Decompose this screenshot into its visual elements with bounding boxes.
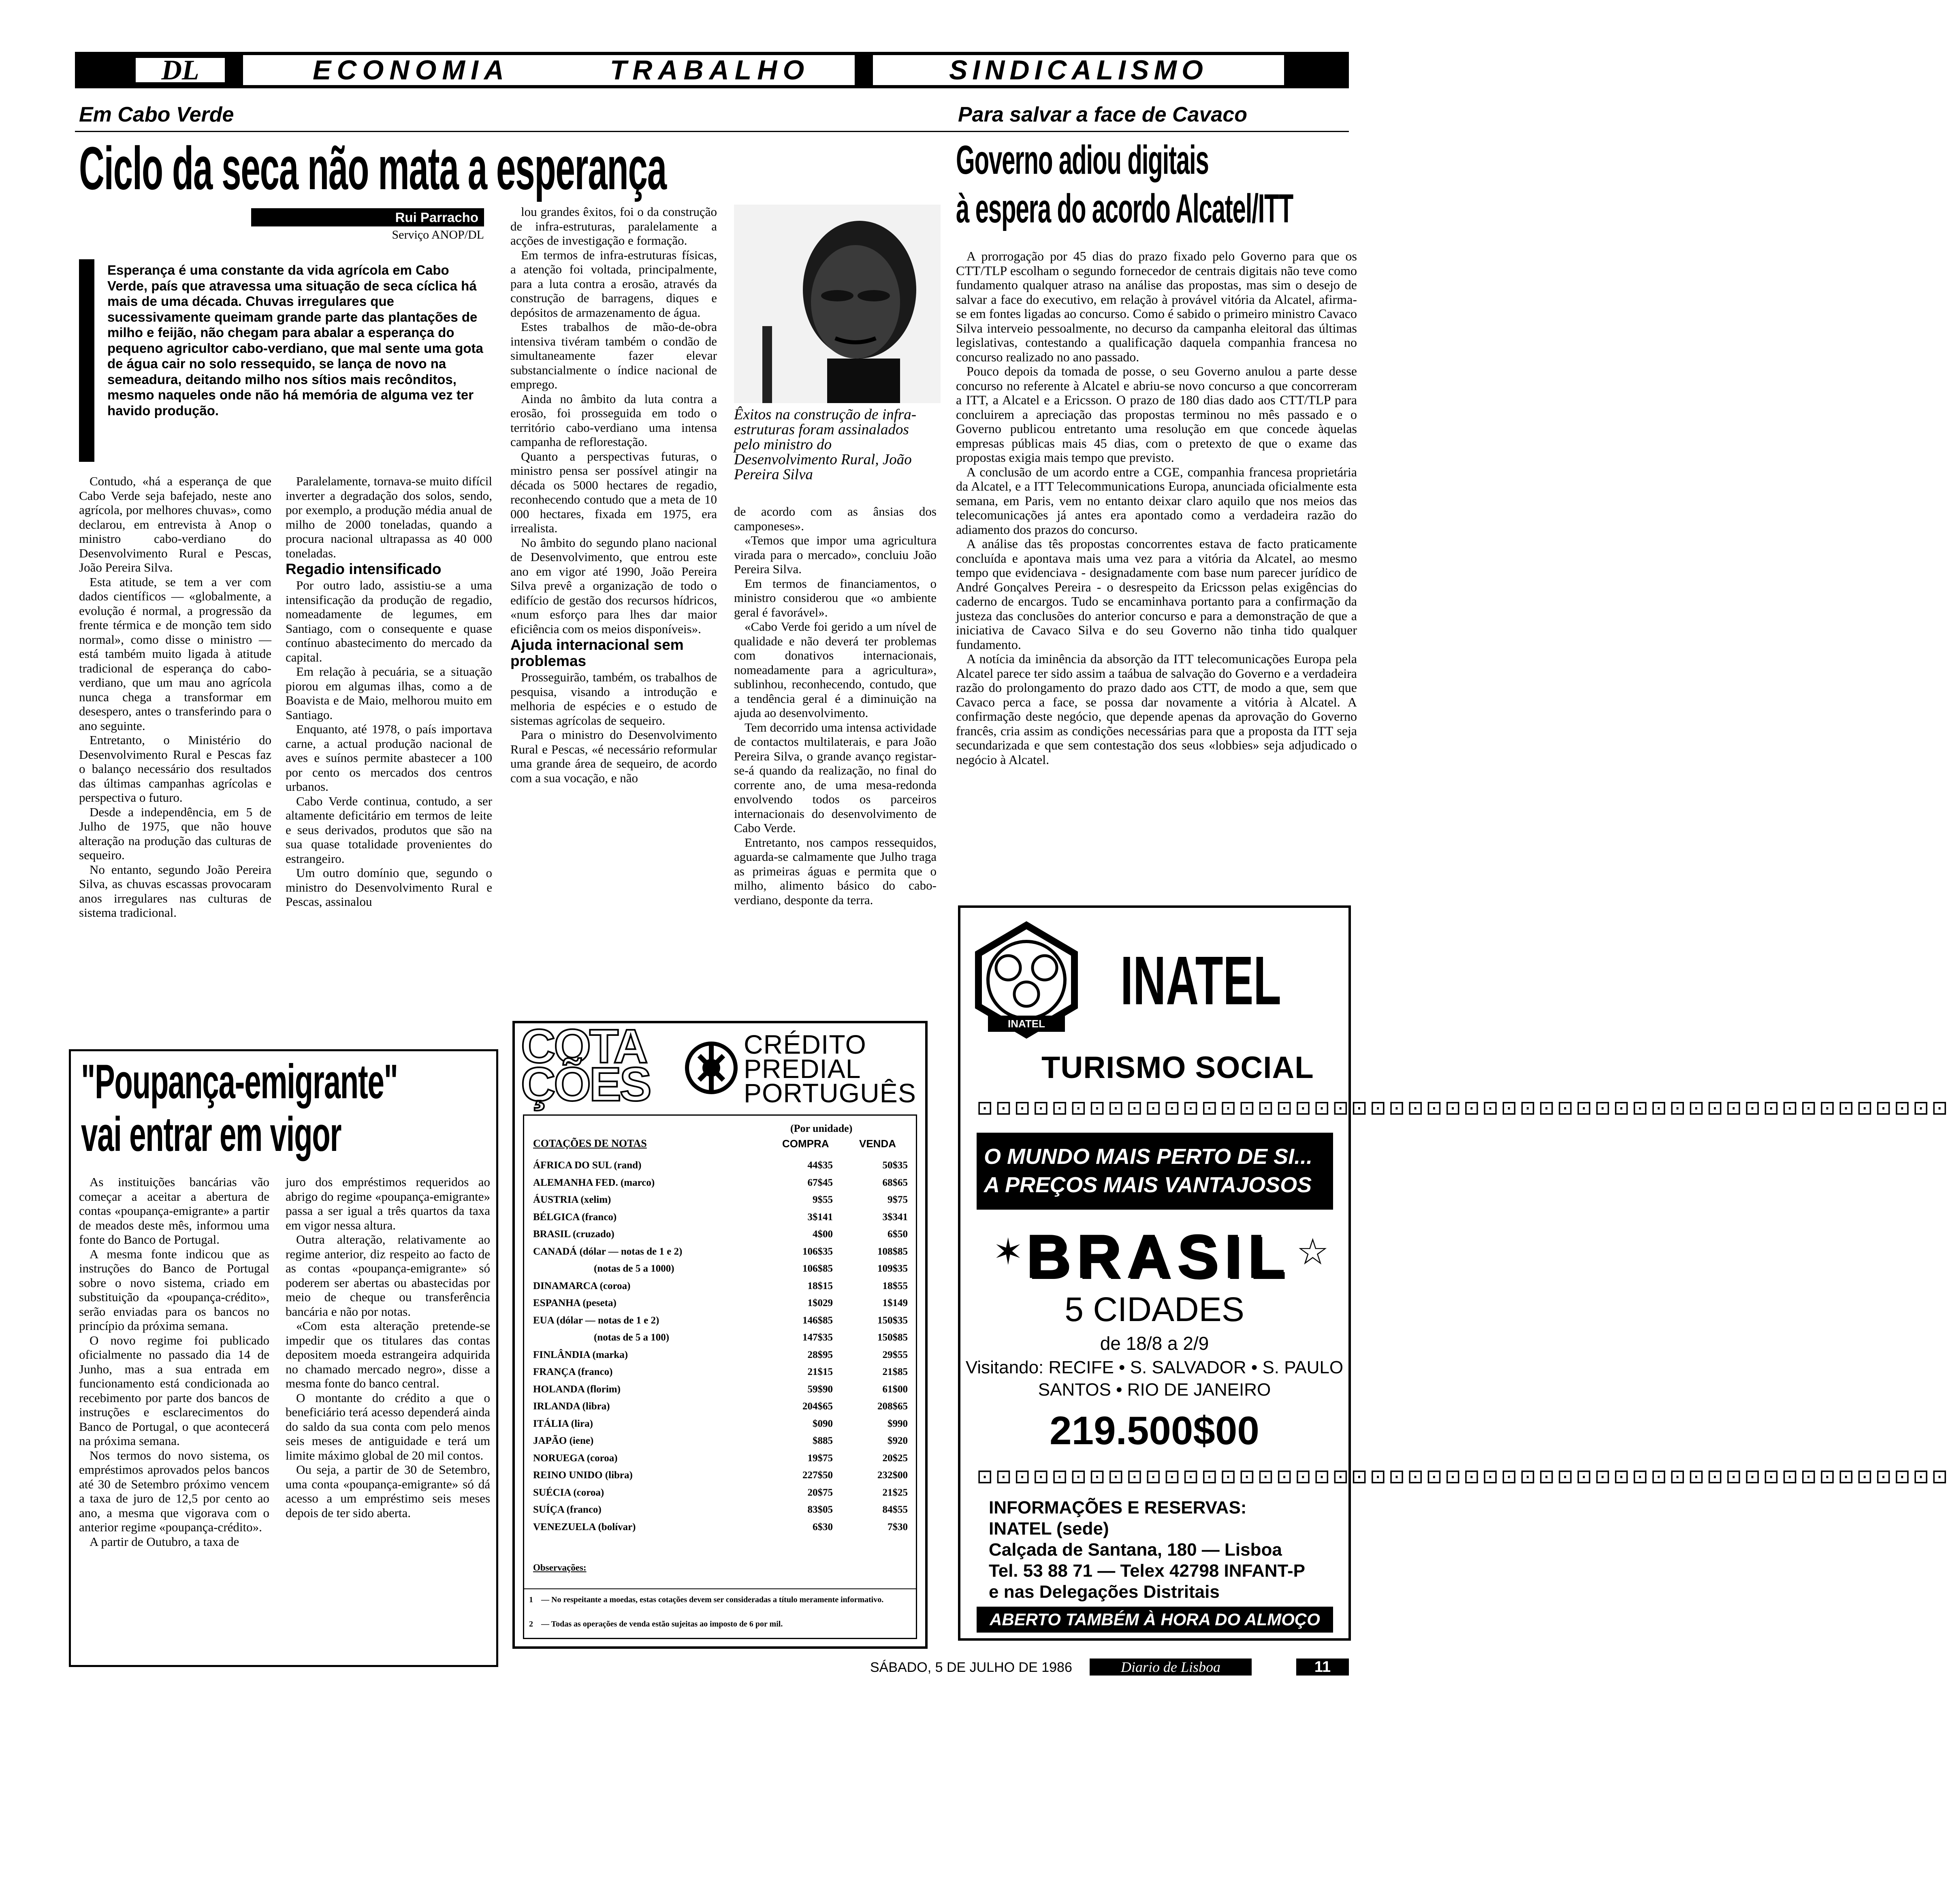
inatel-slogan-1: O MUNDO MAIS PERTO DE SI... xyxy=(984,1144,1313,1169)
poupanca-col2: juro dos empréstimos requeridos ao abrigo do regime «poupança-emigrante» passa a ser igual a três quartos da taxa em vigor nessa altura. Outra alteração, relativamente ao regime anterior, diz respeito ao facto de as contas «poupança-emigrante» só poderem ser abertas ou abastecidas por meio de cheque ou transferência bancária e não por notas. «Com esta alteração pretende-se impedir que os titulares das contas depositem moeda estrangeira adquirida no chamado mercado negro», disse a mesma fonte do banco central. O montante do crédito a que o beneficiário terá acesso dependerá ainda do saldo da sua conta com pelo menos seis meses de antiguidade e terá um limite máximo global de 20 mil contos. Ou seja, a partir de 30 de Setembro, uma conta «poupança-emigrante» só dá acesso a um empréstimo seis meses depois de ter sido aberta. xyxy=(286,1175,490,1520)
poupanca-col1: As instituições bancárias vão começar a aceitar a abertura de contas «poupança-emigrante» a partir de meados deste mês, informou uma fonte do Banco de Portugal. A mesma fonte indicou que as instruções do Banco de Portugal sobre o novo sistema, criado em substituição da «poupança-crédito», serão enviadas para os bancos no princípio da próxima semana. O novo regime foi publicado oficialmente no passado dia 14 de Junho, mas a sua entrada em funcionamento está condicionada ao recebimento por parte dos bancos de instruções e esclarecimentos do Banco de Portugal, o que acontecerá na próxima semana. Nos termos do novo sistema, os empréstimos aprovados pelos bancos até 30 de Setembro próximo vencem a taxa de juro de 12,5 por cento ao ano, a mesma que vigorava com o anterior regime «poupança-crédito». A partir de Outubro, a taxa de xyxy=(79,1175,269,1549)
rate-name: SUÉCIA (coroa) xyxy=(533,1487,604,1498)
rate-row xyxy=(533,1467,906,1484)
seca-lead-bar xyxy=(79,259,94,462)
footer-date: SÁBADO, 5 DE JULHO DE 1986 xyxy=(870,1660,1072,1675)
rate-row xyxy=(533,1364,906,1381)
rate-name: BRASIL (cruzado) xyxy=(533,1229,614,1240)
rate-name: (notas de 5 a 1000) xyxy=(594,1263,674,1274)
header-logo-text: DL xyxy=(161,55,199,86)
rate-buy: 21$15 xyxy=(807,1366,833,1377)
rate-name: JAPÃO (iene) xyxy=(533,1435,594,1446)
rate-buy: 204$65 xyxy=(802,1401,833,1412)
rate-sell: 50$35 xyxy=(882,1160,908,1171)
bank-emblem-icon xyxy=(681,1031,742,1104)
inatel-slogan xyxy=(977,1133,1333,1210)
rate-row xyxy=(533,1329,906,1347)
rate-buy: 18$15 xyxy=(807,1280,833,1291)
rate-name: ÁUSTRIA (xelim) xyxy=(533,1194,611,1205)
rate-row xyxy=(533,1484,906,1502)
inatel-squares-top: ⊡⊡⊡⊡⊡⊡⊡⊡⊡⊡⊡⊡⊡⊡⊡⊡⊡⊡⊡⊡⊡⊡⊡⊡⊡⊡⊡⊡⊡⊡⊡⊡⊡⊡⊡⊡⊡⊡⊡⊡⊡⊡⊡⊡⊡⊡⊡⊡⊡⊡⊡⊡ xyxy=(977,1097,1950,1119)
seca-byline-bar xyxy=(251,208,484,226)
rate-name: BÉLGICA (franco) xyxy=(533,1211,617,1223)
header-word-2: TRABALHO xyxy=(565,55,855,85)
rate-sell: 21$25 xyxy=(882,1487,908,1498)
star-right-icon: ☆ xyxy=(1296,1231,1329,1273)
inatel-dates: de 18/8 a 2/9 xyxy=(1100,1333,1209,1354)
rate-name: VENEZUELA (bolívar) xyxy=(533,1521,636,1533)
rate-buy: 19$75 xyxy=(807,1452,833,1464)
rate-buy: 106$85 xyxy=(802,1263,833,1274)
seca-service: Serviço ANOP/DL xyxy=(392,228,484,241)
seca-byline: Rui Parracho xyxy=(395,210,478,225)
rate-name: CANADÁ (dólar — notas de 1 e 2) xyxy=(533,1246,683,1257)
inatel-destination: BRASIL xyxy=(1026,1222,1292,1290)
rate-buy: 227$50 xyxy=(802,1470,833,1481)
inatel-squares-bottom: ⊡⊡⊡⊡⊡⊡⊡⊡⊡⊡⊡⊡⊡⊡⊡⊡⊡⊡⊡⊡⊡⊡⊡⊡⊡⊡⊡⊡⊡⊡⊡⊡⊡⊡⊡⊡⊡⊡⊡⊡⊡⊡⊡⊡⊡⊡⊡⊡⊡⊡⊡⊡ xyxy=(977,1465,1950,1488)
cotacoes-obs-rule xyxy=(523,1588,917,1589)
rate-buy: 9$55 xyxy=(813,1194,833,1205)
cotacoes-unit: (Por unidade) xyxy=(790,1123,853,1134)
cotacoes-logo xyxy=(521,1020,681,1111)
seca-col4: de acordo com as ânsias dos camponeses». «Temos que impor uma agricultura virada para o mercado», concluiu João Pereira Silva. Em termos de financiamentos, o ministro considerou que «o ambiente geral é favorável». «Cabo Verde foi gerido a um nível de qualidade e não deverá ter problemas com donativos internacionais, nomeadamente para a agricultura», sublinhou, reconhecendo, contudo, que a tendência geral é a diminuição na ajuda ao desenvolvimento. Tem decorrido uma intensa actividade de contactos multilaterais, e para João Pereira Silva, o grande avanço registar-se-á quando da realização, no final do corrente ano, de uma mesa-redonda envolvendo todos os parceiros internacionais do desenvolvimento de Cabo Verde. Entretanto, nos campos ressequidos, aguarda-se calmamente que Julho traga as primeiras águas e permita que o milho, alimento básico do cabo-verdiano, desponte da terra. xyxy=(734,504,937,907)
seca-col1: Contudo, «há a esperança de que Cabo Verde seja bafejado, neste ano agrícola, por melhores chuvas», como declarou, em entrevista à Anop o ministro cabo-verdiano do Desenvolvimento Rural e Pescas, João Pereira Silva. Esta atitude, se tem a ver com dados científicos — «globalmente, a evolução é normal, a progressão da frente térmica e de monção tem sido normal», como disse o ministro — está também muito ligada à atitude tradicional de esperança do cabo-verdiano, que um mau ano agrícola nunca chega a transformar em desespero, antes o transferindo para o ano seguinte. Entretanto, o Ministério do Desenvolvimento Rural e Pescas faz o balanço necessário dos resultados das últimas campanhas agrícolas e perspectiva o futuro. Desde a independência, em 5 de Julho de 1975, que não houve alteração na produção das culturas de sequeiro. No entanto, segundo João Pereira Silva, as chuvas escassas provocaram anos irregulares nas culturas de sistema tradicional. xyxy=(79,474,271,920)
inatel-cities: 5 CIDADES xyxy=(1065,1290,1244,1328)
rate-name: ÁFRICA DO SUL (rand) xyxy=(533,1160,642,1171)
inatel-visit-2: SANTOS • RIO DE JANEIRO xyxy=(1038,1380,1271,1400)
inatel-visit-1: Visitando: RECIFE • S. SALVADOR • S. PAULO xyxy=(965,1358,1344,1377)
cotacoes-obs: Observações: xyxy=(533,1562,587,1573)
seca-headline: Ciclo da seca não mata a esperança xyxy=(79,134,666,202)
rate-sell: 84$55 xyxy=(882,1504,908,1515)
seca-col3: lou grandes êxitos, foi o da construção de infra-estruturas, paralelamente a acções de investigação e formação. Em termos de infra-estruturas físicas, a atenção foi voltada, principalmente, para a luta contra a erosão, através da construção de barragens, diques e depósitos de armazenamento de água. Estes trabalhos de mão-de-obra intensiva tivéram também o condão de simultaneamente fazer elevar substancialmente o índice nacional de emprego. Ainda no âmbito da luta contra a erosão, foi prosseguida em todo o território cabo-verdiano uma intensa campanha de reflorestação. Quanto a perspectivas futuras, o ministro pensa ser possível atingir na década os 5000 hectares de regadio, reconhecendo contudo que a meta de 10 000 hectares, fixada em 1975, era irrealista. No âmbito do segundo plano nacional de Desenvolvimento, que entrou este ano em vigor até 1990, João Pereira Silva prevê a organização de todo o edifício de gestão dos recursos hídricos, «num esforço para lhes dar maior eficiência com os meios disponíveis». Ajuda internacional sem problemas Prosseguirão, também, os trabalhos de pesquisa, visando a introdução e melhoria de espécies e o estudo de sistemas agrícolas de sequeiro. Para o ministro do Desenvolvimento Rural e Pescas, «é necessário reformular uma grande área de sequeiro, de acordo com a sua vocação, e não xyxy=(510,205,717,785)
rate-row xyxy=(533,1157,906,1174)
minister-photo xyxy=(734,205,941,403)
rate-sell: 208$65 xyxy=(877,1401,908,1412)
rate-name: DINAMARCA (coroa) xyxy=(533,1280,631,1291)
rate-buy: 83$05 xyxy=(807,1504,833,1515)
rate-row xyxy=(533,1381,906,1398)
photo-caption: Êxitos na construção de infra-estruturas foram assinalados pelo ministro do Desenvolvimento Rural, João Pereira Silva xyxy=(734,406,917,483)
header-word-3: SINDICALISMO xyxy=(873,55,1284,85)
rate-buy: 4$00 xyxy=(813,1229,833,1240)
rate-rows xyxy=(533,1157,906,1536)
rate-buy: $885 xyxy=(813,1435,833,1446)
rate-row xyxy=(533,1415,906,1433)
rate-name: FINLÂNDIA (marka) xyxy=(533,1349,628,1360)
rate-row xyxy=(533,1243,906,1261)
rate-row xyxy=(533,1347,906,1364)
header-word-1: ECONOMIA xyxy=(243,55,579,85)
rate-row xyxy=(533,1278,906,1295)
rate-sell: 20$25 xyxy=(882,1452,908,1464)
rate-sell: 3$341 xyxy=(882,1211,908,1223)
rate-sell: 1$149 xyxy=(882,1298,908,1308)
rate-sell: 150$35 xyxy=(877,1315,908,1326)
rate-row xyxy=(533,1432,906,1450)
rate-buy: $090 xyxy=(813,1418,833,1429)
rate-row xyxy=(533,1191,906,1209)
seca-col2: Paralelamente, tornava-se muito difícil inverter a degradação dos solos, sendo, por exemplo, a produção média anual de milho de 2000 toneladas, quando a procura nacional ultrapassa as 40 000 toneladas. Regadio intensificado Por outro lado, assistiu-se a uma intensificação da produção de regadio, nomeadamente de legumes, em Santiago, com o consequente e quase contínuo abastecimento do mercado da capital. Em relação à pecuária, se a situação piorou em algumas ilhas, como a de Boavista e de Maio, melhorou muito em Santiago. Enquanto, até 1978, o país importava carne, a actual produção nacional de aves e suínos permite abastecer a 100 por cento os mercados dos centros urbanos. Cabo Verde continua, contudo, a ser altamente deficitário em termos de leite e seus derivados, produtos que são na sua quase totalidade provenientes do estrangeiro. Um outro domínio que, segundo o ministro do Desenvolvimento Rural e Pescas, assinalou xyxy=(286,474,492,909)
inatel-price: 219.500$00 xyxy=(1050,1408,1259,1453)
rate-sell: 6$50 xyxy=(888,1229,908,1240)
rate-row xyxy=(533,1519,906,1536)
cotacoes-box xyxy=(512,1021,928,1649)
rate-row xyxy=(533,1226,906,1243)
rate-name: FRANÇA (franco) xyxy=(533,1366,613,1377)
rate-row xyxy=(533,1501,906,1519)
digitais-headline-1: Governo adiou digitais xyxy=(956,137,1209,183)
cotacoes-note-2: 2 — Todas as operações de venda estão sujeitas ao imposto de 6 por mil. xyxy=(529,1620,783,1629)
seca-kicker: Em Cabo Verde xyxy=(79,103,234,126)
rate-sell: 7$30 xyxy=(888,1521,908,1533)
rate-name: ALEMANHA FED. (marco) xyxy=(533,1177,655,1188)
rate-name: (notas de 5 a 100) xyxy=(594,1332,670,1343)
inatel-tagline: TURISMO SOCIAL xyxy=(1041,1050,1314,1085)
rate-sell: $920 xyxy=(888,1435,908,1446)
rate-buy: 3$141 xyxy=(807,1211,833,1223)
rate-row xyxy=(533,1295,906,1312)
rate-buy: 106$35 xyxy=(802,1246,833,1257)
kicker-rule xyxy=(75,131,1349,132)
rate-name: SUÍÇA (franco) xyxy=(533,1504,602,1515)
cotacoes-col-sell: VENDA xyxy=(859,1138,896,1150)
footer-paper: Diario de Lisboa xyxy=(1090,1659,1252,1676)
rate-sell: 18$55 xyxy=(882,1280,908,1291)
digitais-headline-2: à espera do acordo Alcatel/ITT xyxy=(956,186,1293,231)
inatel-info: INFORMAÇÕES E RESERVAS: INATEL (sede) Calçada de Santana, 180 — Lisboa Tel. 53 88 71 — Telex 42798 INFANT-P e nas Delegações Distritais xyxy=(989,1498,1305,1602)
cotacoes-note-1: 1 — No respeitante a moedas, estas cotações devem ser consideradas a título meramente informativo. xyxy=(529,1595,884,1604)
rate-buy: 44$35 xyxy=(807,1160,833,1171)
inatel-emblem-text: INATEL xyxy=(1008,1018,1045,1030)
cotacoes-table-title: COTAÇÕES DE NOTAS xyxy=(533,1138,647,1149)
seca-subhead-regadio: Regadio intensificado xyxy=(286,561,442,577)
rate-name: NORUEGA (coroa) xyxy=(533,1452,618,1464)
rate-row xyxy=(533,1209,906,1226)
rate-row xyxy=(533,1450,906,1467)
header-logo xyxy=(134,56,227,84)
inatel-slogan-2: A PREÇOS MAIS VANTAJOSOS xyxy=(984,1173,1312,1197)
rate-sell: $990 xyxy=(888,1418,908,1429)
rate-row xyxy=(533,1260,906,1278)
rate-buy: 59$90 xyxy=(807,1383,833,1395)
rate-name: ESPANHA (peseta) xyxy=(533,1298,617,1308)
digitais-kicker: Para salvar a face de Cavaco xyxy=(958,103,1248,126)
inatel-brasil xyxy=(985,1220,1333,1293)
rate-row xyxy=(533,1398,906,1415)
poupanca-headline-2: vai entrar em vigor xyxy=(81,1107,341,1161)
cotacoes-col-buy: COMPRA xyxy=(782,1138,829,1150)
inatel-ad xyxy=(958,905,1950,1641)
rate-sell: 108$85 xyxy=(877,1246,908,1257)
rate-sell: 61$00 xyxy=(882,1383,908,1395)
poupanca-headline-1: "Poupança-emigrante" xyxy=(81,1054,398,1109)
star-left-icon: ✶ xyxy=(993,1231,1024,1273)
rate-name: EUA (dólar — notas de 1 e 2) xyxy=(533,1315,659,1326)
rate-sell: 109$35 xyxy=(877,1263,908,1274)
rate-row xyxy=(533,1312,906,1330)
footer-page: 11 xyxy=(1296,1659,1349,1676)
inatel-name: INATEL xyxy=(1120,942,1281,1019)
rate-buy: 147$35 xyxy=(802,1332,833,1343)
rate-buy: 146$85 xyxy=(802,1315,833,1326)
rate-name: ITÁLIA (lira) xyxy=(533,1418,593,1429)
inatel-emblem xyxy=(972,919,1081,1041)
seca-lead: Esperança é uma constante da vida agrícola em Cabo Verde, país que atravessa uma situação de seca cíclica há mais de uma década. Chuvas irregulares que sucessivamente queimam grande parte das plantações de milho e feijão, não chegam para abalar a esperança do pequeno agricultor cabo-verdiano, que mal sente uma gota de água cair no solo ressequido, se lança de novo na semeadura, deitando milho nos sítios mais recônditos, mesmo naqueles onde não há memória de alguma vez ter havido produção. xyxy=(107,263,483,418)
rate-name: IRLANDA (libra) xyxy=(533,1401,610,1412)
rate-buy: 67$45 xyxy=(807,1177,833,1188)
digitais-body: A prorrogação por 45 dias do prazo fixado pelo Governo para que os CTT/TLP escolham o segundo fornecedor de centrais digitais não teve como fundamento qualquer atraso na análise das propostas, mas sim o desejo de salvar a face do executivo, em relação à provável vitória da Alcatel, afirma-se em fontes ligadas ao concurso. Como é sabido o primeiro ministro Cavaco Silva interveio pessoalmente, no decurso da campanha eleitoral das últimas legislativas, contestando a qualificação daquela companhia francesa no concurso realizado no ano passado. Pouco depois da tomada de posse, o seu Governo anulou a parte desse concurso no referente à Alcatel e abriu-se novo concurso a que concorreram a ITT, a Alcatel e a Ericsson. O prazo de 180 dias dado aos CTT/TLP para concluirem a apreciação das propostas terminou no mês passado e o Governo publicou entretanto uma resolução em que concede àquelas empresas públicas mais 45 dias, com o pretexto de que o exame das propostas exigia mais tempo que previsto. A conclusão de um acordo entre a CGE, companhia francesa proprietária da Alcatel, e a ITT Telecommunications Europa, anunciada oficialmente esta semana, em Paris, vem no entanto deixar claro aquilo que nos meios das telecomunicações já antes era apontado como a verdadeira razão do adiamento dos prazos do concurso. A análise das tês propostas concorrentes estava de facto praticamente concluída e apontava mais uma vez para a vitória da Alcatel, ao mesmo tempo que evidenciava - designadamente com base num parecer jurídico de André Gonçalves Pereira - o desrespeito da Ericsson pelas exigências do caderno de encargos. Tudo se encaminhava portanto para a confirmação da justeza das conclusões do anterior concurso e para a demonstração de que a iniciativa de Cavaco Silva e do seu Governo não tinha tido qualquer fundamento. A notícia da iminência da absorção da ITT telecomunicações Europa pela Alcatel parece ter sido assim a taábua de salvação do Governo e a verdadeira razão do prolongamento do prazo dado aos CTT, de modo a que, sem que Cavaco perca a face, se possa dar novamente a vitória à Alcatel. A confirmação deste negócio, que depende apenas da aprovação do Governo francês, cria assim as condições necessárias para que a proposta da ITT seja secundarizada e que sem contestação dos seus «lobbies» seja adjudicado o negócio à Alcatel. xyxy=(956,249,1357,767)
cotacoes-logo-word: COTAÇÕES xyxy=(521,1020,650,1111)
rate-sell: 9$75 xyxy=(888,1194,908,1205)
rate-sell: 29$55 xyxy=(882,1349,908,1360)
rate-name: HOLANDA (florim) xyxy=(533,1383,621,1395)
rate-sell: 232$00 xyxy=(877,1470,908,1481)
rate-buy: 6$30 xyxy=(813,1521,833,1533)
rate-row xyxy=(533,1174,906,1192)
bank-name: CRÉDITO PREDIAL PORTUGUÊS xyxy=(744,1029,916,1108)
rate-buy: 20$75 xyxy=(807,1487,833,1498)
rate-name: REINO UNIDO (libra) xyxy=(533,1470,633,1481)
rate-sell: 21$85 xyxy=(882,1366,908,1377)
rate-buy: 1$029 xyxy=(807,1298,833,1308)
seca-subhead-ajuda: Ajuda internacional sem problemas xyxy=(510,636,684,669)
rate-buy: 28$95 xyxy=(807,1349,833,1360)
inatel-footer: ABERTO TAMBÉM À HORA DO ALMOÇO xyxy=(977,1607,1333,1633)
rate-sell: 68$65 xyxy=(882,1177,908,1188)
rate-sell: 150$85 xyxy=(877,1332,908,1343)
